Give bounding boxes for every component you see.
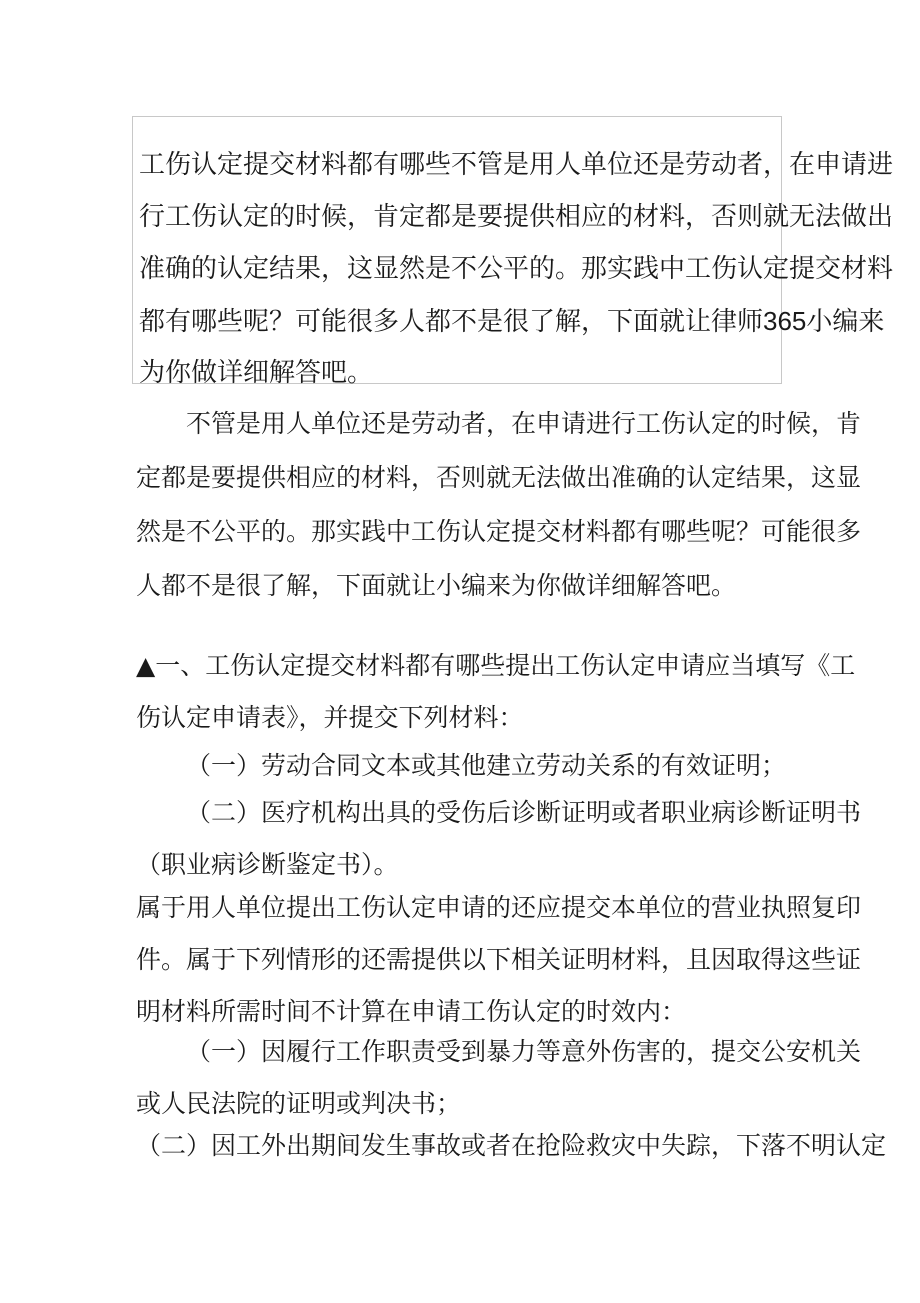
summary-line-text: 都有哪些呢？可能很多人都不是很了解，下面就让律师 — [139, 307, 764, 337]
case-item-line: 或人民法院的证明或判决书； — [136, 1089, 462, 1118]
material-item-line: （职业病诊断鉴定书）。 — [136, 850, 399, 879]
summary-line: 准确的认定结果，这显然是不公平的。那实践中工伤认定提交材料 — [139, 254, 894, 284]
case-item-line: （一）因履行工作职责受到暴力等意外伤害的，提交公安机关 — [186, 1037, 862, 1066]
case-item-1 — [136, 1026, 862, 1130]
employer-line: 件。属于下列情形的还需提供以下相关证明材料，且因取得这些证 — [136, 945, 862, 974]
case-item-2 — [136, 1120, 887, 1172]
employer-paragraph — [136, 882, 862, 1038]
material-item-2 — [136, 787, 862, 891]
summary-box — [132, 116, 894, 388]
summary-line: 工伤认定提交材料都有哪些不管是用人单位还是劳动者，在申请进 — [139, 150, 894, 180]
material-item-line: （一）劳动合同文本或其他建立劳动关系的有效证明； — [186, 751, 787, 780]
summary-line-text: 小编来 — [806, 307, 885, 337]
summary-line-number: 365 — [763, 306, 807, 336]
intro-paragraph — [136, 397, 862, 613]
employer-line: 明材料所需时间不计算在申请工伤认定的时效内： — [136, 997, 687, 1026]
section1-heading-line: ▲一、工伤认定提交材料都有哪些提出工伤认定申请应当填写《工 — [136, 651, 856, 680]
summary-line: 行工伤认定的时候，肯定都是要提供相应的材料，否则就无法做出 — [139, 202, 894, 232]
section1-heading-line: 伤认定申请表》，并提交下列材料： — [136, 703, 524, 732]
material-item-1 — [136, 740, 786, 792]
employer-line: 属于用人单位提出工伤认定申请的还应提交本单位的营业执照复印 — [136, 893, 862, 922]
intro-line: 不管是用人单位还是劳动者，在申请进行工伤认定的时候，肯 — [186, 409, 862, 438]
summary-line: 为你做详细解答吧。 — [139, 358, 374, 388]
material-item-line: （二）医疗机构出具的受伤后诊断证明或者职业病诊断证明书 — [186, 798, 862, 827]
intro-line: 定都是要提供相应的材料，否则就无法做出准确的认定结果，这显 — [136, 463, 862, 492]
intro-line: 然是不公平的。那实践中工伤认定提交材料都有哪些呢？可能很多 — [136, 517, 862, 546]
section1-heading — [136, 640, 856, 744]
case-item-line: （二）因工外出期间发生事故或者在抢险救灾中失踪，下落不明认定 — [136, 1131, 887, 1160]
intro-line: 人都不是很了解，下面就让小编来为你做详细解答吧。 — [136, 571, 737, 600]
summary-line — [139, 295, 885, 347]
